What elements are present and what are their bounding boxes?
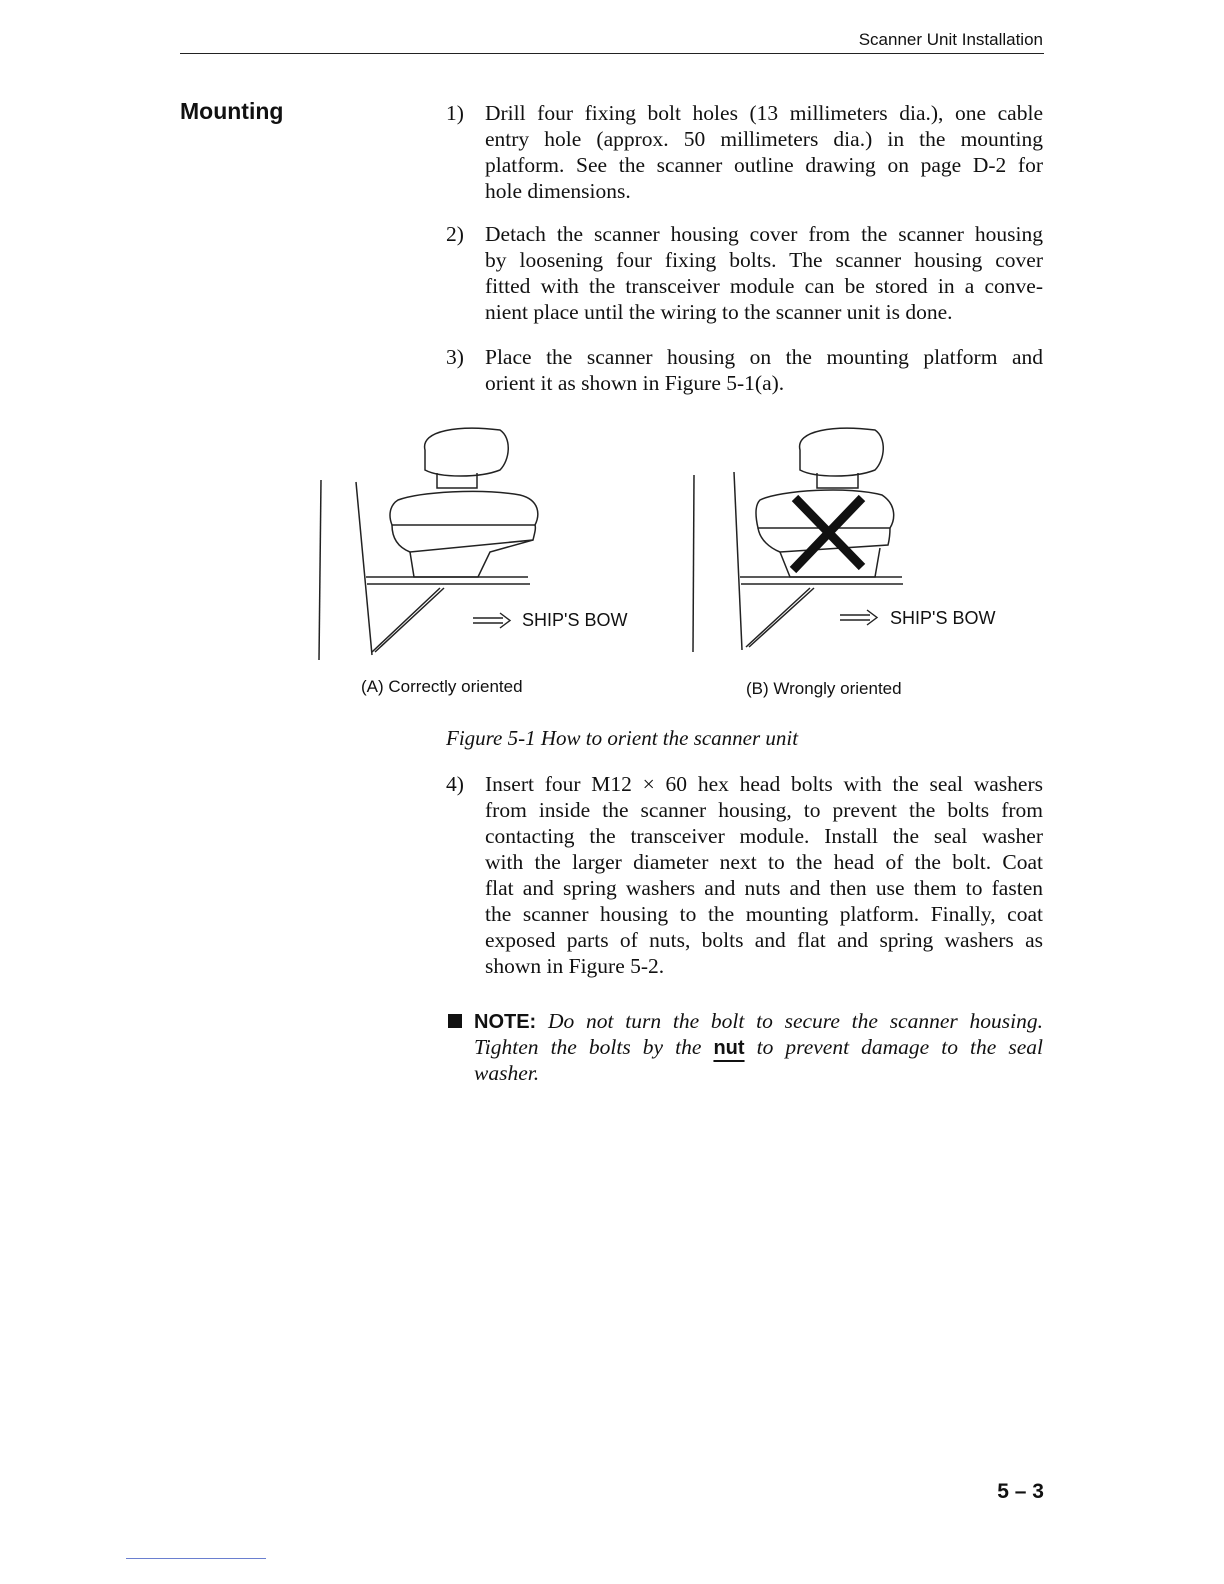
ships-bow-label-b: SHIP'S BOW bbox=[890, 608, 996, 628]
text-line: Place the scanner housing on the mounting platform and bbox=[485, 345, 1043, 369]
wrong-orientation-x-mark bbox=[793, 498, 862, 570]
text-line: Detach the scanner housing cover from the scanner housing bbox=[485, 222, 1043, 246]
text-line: orient it as shown in Figure 5-1(a). bbox=[485, 371, 785, 395]
text-line: Insert four M12 × 60 hex head bolts with the seal washers bbox=[485, 772, 1043, 796]
text-line: by loosening four fixing bolts. The scanner housing cover bbox=[485, 248, 1043, 272]
note-line bbox=[474, 1034, 1043, 1060]
text-line: contacting the transceiver module. Install the seal washer bbox=[485, 824, 1043, 848]
text-line: flat and spring washers and nuts and then use them to fasten bbox=[485, 876, 1043, 900]
ships-bow-label-a: SHIP'S BOW bbox=[522, 610, 628, 630]
step-number: 4) bbox=[446, 772, 464, 796]
text-line: from inside the scanner housing, to prevent the bolts from bbox=[485, 798, 1043, 822]
step-number: 1) bbox=[446, 101, 464, 125]
footer-rule bbox=[126, 1558, 266, 1559]
note-text: to prevent damage to the seal bbox=[756, 1035, 1043, 1059]
panel-a-drawing bbox=[319, 428, 538, 660]
running-header: Scanner Unit Installation bbox=[858, 30, 1043, 49]
caption-b: (B) Wrongly oriented bbox=[746, 679, 902, 698]
text-line: entry hole (approx. 50 millimeters dia.) in the mounting bbox=[485, 127, 1043, 151]
figure-5-1-illustration bbox=[0, 0, 1224, 700]
figure-title: Figure 5-1 How to orient the scanner unit bbox=[446, 726, 799, 750]
step-number: 2) bbox=[446, 222, 464, 246]
arrow-icon bbox=[473, 613, 510, 628]
arrow-icon bbox=[840, 610, 877, 625]
note-emphasis: nut bbox=[713, 1037, 745, 1059]
text-line: platform. See the scanner outline drawing on page D-2 for bbox=[485, 153, 1043, 177]
caption-a: (A) Correctly oriented bbox=[361, 677, 523, 696]
bullet-square-icon bbox=[448, 1014, 462, 1028]
page-number: 5 – 3 bbox=[997, 1480, 1044, 1503]
note-text: washer. bbox=[474, 1061, 540, 1085]
note-line bbox=[474, 1060, 1043, 1086]
panel-b-drawing bbox=[693, 428, 903, 652]
text-line: hole dimensions. bbox=[485, 179, 631, 203]
step-number: 3) bbox=[446, 345, 464, 369]
text-line: shown in Figure 5-2. bbox=[485, 954, 665, 978]
note-text: Tighten the bolts by the bbox=[474, 1035, 702, 1059]
text-line: Drill four fixing bolt holes (13 millimeters dia.), one cable bbox=[485, 101, 1043, 125]
text-line: fitted with the transceiver module can be stored in a conve- bbox=[485, 274, 1043, 298]
note-label: NOTE: bbox=[474, 1011, 537, 1033]
text-line: nient place until the wiring to the scanner unit is done. bbox=[485, 300, 953, 324]
text-line: with the larger diameter next to the head of the bolt. Coat bbox=[485, 850, 1043, 874]
section-title: Mounting bbox=[180, 98, 284, 124]
text-line: the scanner housing to the mounting platform. Finally, coat bbox=[485, 902, 1043, 926]
step-4 bbox=[446, 771, 1043, 979]
note-text: Do not turn the bolt to secure the scanner housing. bbox=[547, 1009, 1043, 1033]
note-block bbox=[446, 1008, 1043, 1086]
note-line bbox=[474, 1008, 1043, 1034]
text-line: exposed parts of nuts, bolts and flat and spring washers as bbox=[485, 928, 1043, 952]
